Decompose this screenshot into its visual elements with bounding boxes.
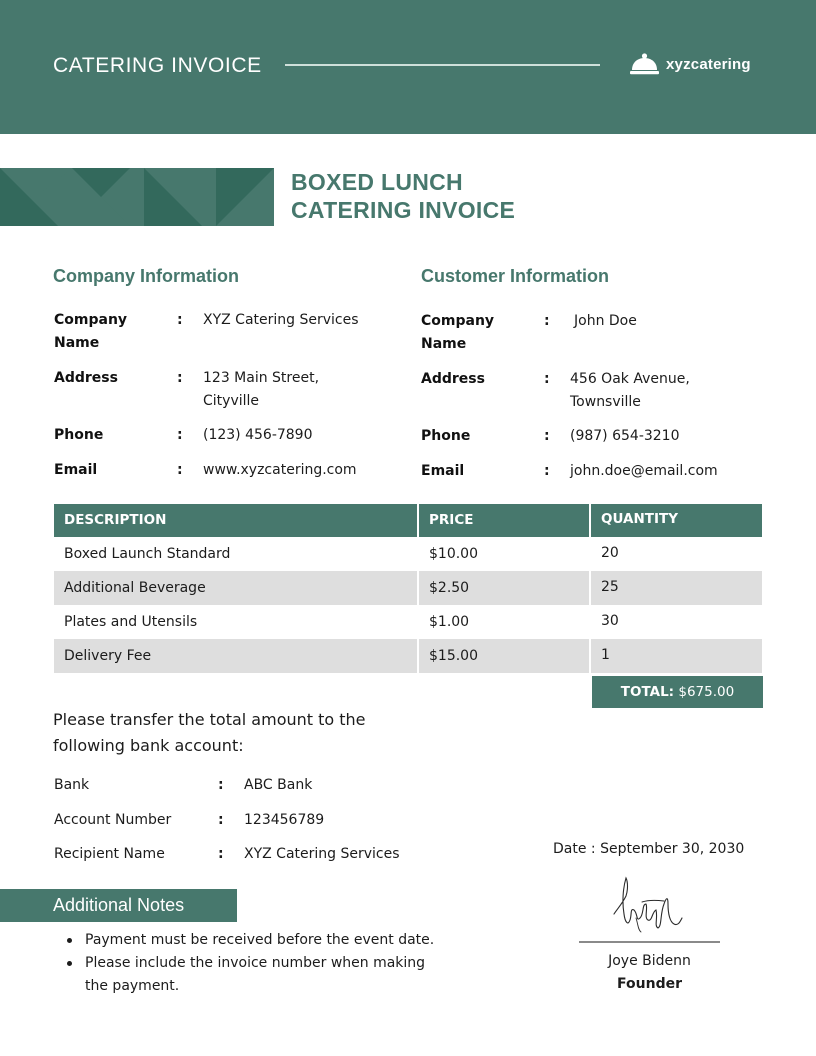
account-label: Account Number bbox=[54, 812, 172, 828]
items-table bbox=[54, 504, 762, 673]
company-email-value: www.xyzcatering.com bbox=[203, 462, 357, 478]
separator: : bbox=[544, 371, 550, 387]
cell-description: Boxed Launch Standard bbox=[64, 546, 231, 562]
column-header-description: DESCRIPTION bbox=[64, 512, 167, 528]
customer-address-label: Address bbox=[421, 371, 485, 387]
customer-address-value: 456 Oak Avenue, Townsville bbox=[570, 371, 690, 410]
list-item bbox=[85, 952, 450, 998]
cell-quantity: 20 bbox=[601, 545, 619, 561]
signature-line bbox=[579, 941, 720, 943]
signer-title: Founder bbox=[617, 976, 682, 992]
brand-logo bbox=[629, 52, 751, 76]
company-info-heading: Company Information bbox=[53, 266, 240, 286]
customer-info-heading: Customer Information bbox=[421, 266, 610, 286]
signer-name: Joye Bidenn bbox=[608, 953, 691, 969]
cell-description: Delivery Fee bbox=[64, 648, 152, 664]
cell-description: Additional Beverage bbox=[64, 580, 206, 596]
brand-name: xyzcatering bbox=[666, 55, 751, 73]
cell-price: $10.00 bbox=[429, 546, 478, 562]
customer-name-label: Company Name bbox=[421, 313, 495, 352]
cell-quantity: 30 bbox=[601, 613, 619, 629]
notes-heading: Additional Notes bbox=[0, 889, 237, 922]
company-address-label: Address bbox=[54, 370, 118, 386]
header-title: CATERING INVOICE bbox=[53, 54, 262, 77]
company-phone-value: (123) 456-7890 bbox=[203, 427, 313, 443]
table-row bbox=[54, 537, 762, 571]
customer-name-value: John Doe bbox=[574, 313, 637, 329]
separator: : bbox=[218, 846, 224, 862]
table-row bbox=[54, 605, 762, 639]
separator: : bbox=[177, 462, 183, 478]
company-name-value: XYZ Catering Services bbox=[203, 312, 359, 328]
column-header-price: PRICE bbox=[429, 512, 474, 528]
document-title-line1: BOXED LUNCH bbox=[291, 169, 463, 195]
cell-description: Plates and Utensils bbox=[64, 614, 198, 630]
invoice-date: Date : September 30, 2030 bbox=[553, 841, 745, 857]
company-phone-label: Phone bbox=[54, 427, 104, 443]
customer-phone-value: (987) 654-3210 bbox=[570, 428, 680, 444]
list-item bbox=[85, 929, 450, 952]
total-label: TOTAL: bbox=[620, 684, 675, 700]
cell-quantity: 25 bbox=[601, 579, 619, 595]
bullet-icon bbox=[67, 938, 72, 943]
note-text: Please include the invoice number when making the payment. bbox=[85, 955, 426, 994]
separator: : bbox=[544, 313, 550, 329]
notes-list bbox=[85, 929, 450, 998]
cloche-icon bbox=[629, 52, 660, 76]
total-box bbox=[592, 676, 763, 708]
cell-price: $2.50 bbox=[429, 580, 470, 596]
recipient-value: XYZ Catering Services bbox=[244, 846, 400, 862]
table-row bbox=[54, 571, 762, 605]
separator: : bbox=[177, 370, 183, 386]
customer-email-label: Email bbox=[421, 463, 465, 479]
decorative-banner bbox=[0, 168, 274, 226]
company-name-label: Company Name bbox=[54, 312, 128, 351]
separator: : bbox=[544, 463, 550, 479]
cell-price: $1.00 bbox=[429, 614, 470, 630]
cell-price: $15.00 bbox=[429, 648, 478, 664]
payment-instruction: Please transfer the total amount to the following bank account: bbox=[53, 710, 366, 755]
separator: : bbox=[218, 777, 224, 793]
note-text: Payment must be received before the event date. bbox=[85, 932, 435, 948]
bullet-icon bbox=[67, 961, 72, 966]
bank-label: Bank bbox=[54, 777, 90, 793]
company-email-label: Email bbox=[54, 462, 98, 478]
recipient-label: Recipient Name bbox=[54, 846, 165, 862]
company-address-value: 123 Main Street, Cityville bbox=[203, 370, 320, 409]
document-title-line2: CATERING INVOICE bbox=[291, 197, 516, 223]
table-row bbox=[54, 639, 762, 673]
column-header-quantity: QUANTITY bbox=[601, 511, 678, 527]
customer-email-value: john.doe@email.com bbox=[570, 463, 718, 479]
separator: : bbox=[177, 312, 183, 328]
bank-value: ABC Bank bbox=[244, 777, 313, 793]
separator: : bbox=[177, 427, 183, 443]
separator: : bbox=[544, 428, 550, 444]
header-bar bbox=[0, 0, 816, 134]
account-value: 123456789 bbox=[244, 812, 325, 828]
document-title bbox=[291, 168, 515, 224]
customer-phone-label: Phone bbox=[421, 428, 471, 444]
header-divider bbox=[285, 64, 600, 66]
signature-icon bbox=[608, 874, 688, 936]
separator: : bbox=[218, 812, 224, 828]
cell-quantity: 1 bbox=[601, 647, 610, 663]
total-value: $675.00 bbox=[678, 684, 735, 700]
table-header bbox=[54, 504, 762, 537]
